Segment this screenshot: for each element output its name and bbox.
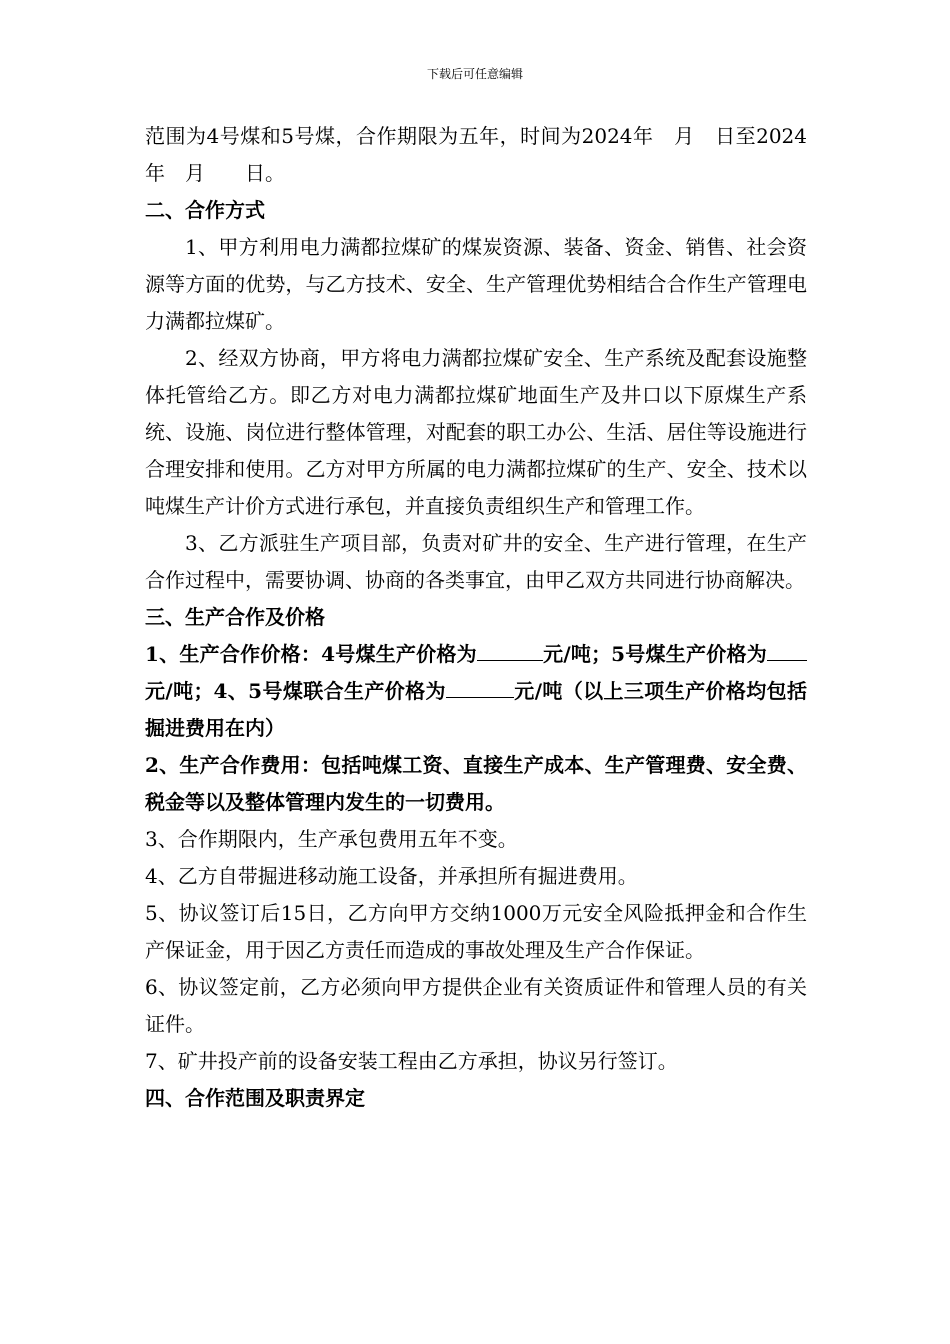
paragraph-term: 范围为4号煤和5号煤，合作期限为五年，时间为2024年 月 日至2024年 月 日。: [145, 124, 807, 185]
paragraph-2-3: 3、乙方派驻生产项目部，负责对矿井的安全、生产进行管理，在生产合作过程中，需要协调、协商的各类事宜，由甲乙双方共同进行协商解决。: [145, 531, 807, 592]
page-header: 下载后可任意编辑: [426, 67, 523, 81]
document-body: [145, 118, 807, 1117]
paragraph-2-1: 1、甲方利用电力满都拉煤矿的煤炭资源、装备、资金、销售、社会资源等方面的优势，与乙方技术、安全、生产管理优势相结合合作生产管理电力满都拉煤矿。: [145, 235, 807, 333]
price-text-a: 1、生产合作价格：4号煤生产价格为: [145, 642, 477, 666]
paragraph-3-4: 4、乙方自带掘进移动施工设备，并承担所有掘进费用。: [145, 864, 638, 888]
paragraph-2-2: 2、经双方协商，甲方将电力满都拉煤矿安全、生产系统及配套设施整体托管给乙方。即乙方对电力满都拉煤矿地面生产及井口以下原煤生产系统、设施、岗位进行整体管理，对配套的职工办公、生活、居住等设施进行合理安排和使用。乙方对甲方所属的电力满都拉煤矿的生产、安全、技术以吨煤生产计价方式进行承包，并直接负责组织生产和管理工作。: [145, 346, 807, 518]
paragraph-3-2: 2、生产合作费用：包括吨煤工资、直接生产成本、生产管理费、安全费、税金等以及整体管理内发生的一切费用。: [145, 753, 807, 814]
price-blank-2: [767, 638, 807, 661]
price-blank-3: [446, 675, 514, 698]
section-heading-4: 四、合作范围及职责界定: [145, 1086, 365, 1110]
price-blank-1: [477, 638, 543, 661]
price-text-d: 元/吨（以上三项生产价格均包括掘进费用在内）: [145, 679, 807, 740]
price-text-c: 元/吨；4、5号煤联合生产价格为: [145, 679, 446, 703]
paragraph-3-5: 5、协议签订后15日，乙方向甲方交纳1000万元安全风险抵押金和合作生产保证金，用于因乙方责任而造成的事故处理及生产合作保证。: [145, 901, 807, 962]
section-heading-3: 三、生产合作及价格: [145, 605, 325, 629]
price-text-b: 元/吨；5号煤生产价格为: [542, 642, 767, 666]
paragraph-3-7: 7、矿井投产前的设备安装工程由乙方承担，协议另行签订。: [145, 1049, 678, 1073]
paragraph-3-1: [145, 636, 807, 747]
section-heading-2: 二、合作方式: [145, 198, 265, 222]
paragraph-3-6: 6、协议签定前，乙方必须向甲方提供企业有关资质证件和管理人员的有关证件。: [145, 975, 807, 1036]
paragraph-3-3: 3、合作期限内，生产承包费用五年不变。: [145, 827, 518, 851]
